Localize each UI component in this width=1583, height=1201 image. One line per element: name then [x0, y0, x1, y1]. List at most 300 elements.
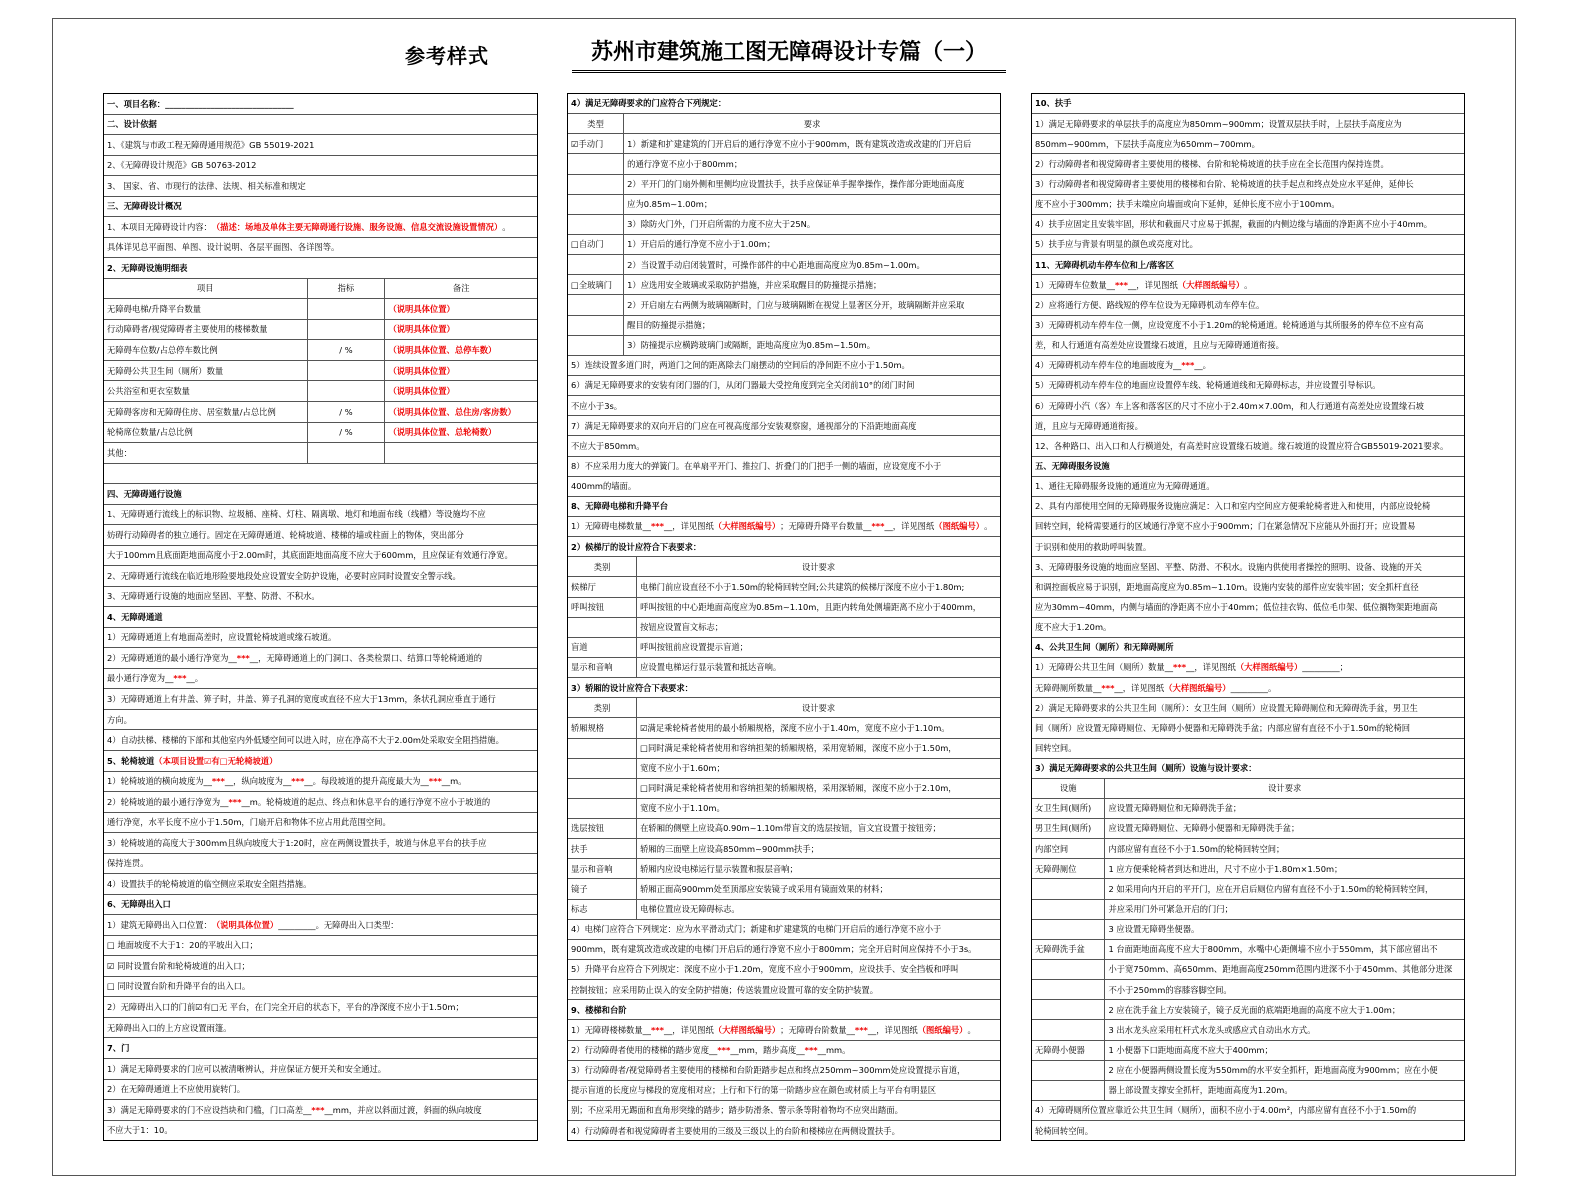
- table-cell: [385, 279, 537, 299]
- table-cell: [1105, 1020, 1464, 1039]
- text-segment: 11、无障碍机动车停车位和上/落客区: [1035, 259, 1175, 270]
- table-cell: [1032, 779, 1105, 798]
- table-cell: [568, 759, 637, 778]
- text-line: [104, 1018, 537, 1039]
- table-cell: [624, 275, 1000, 294]
- text-segment: 度不应小于300mm；扶手末端应向墙面或向下延伸，延伸长度不应小于100mm。: [1035, 199, 1340, 210]
- text-segment: 900mm，既有建筑改造或改建的电梯门开启后的通行净宽不应小于800mm；完全开启时间应保持不小于3s。: [571, 944, 977, 955]
- text-segment: 宽度不应小于1.10m。: [640, 803, 725, 814]
- text-segment: 1、无障碍通行流线上的标识物、垃圾桶、座椅、灯柱、隔离墩、地灯和地面布线（线槽）等设施均不应: [107, 509, 486, 520]
- table-row: [568, 275, 1000, 295]
- text-segment: __，详见图纸: [884, 521, 935, 532]
- table-cell: [385, 320, 537, 340]
- text-segment: 5）连续设置多道门时，两道门之间的距离除去门扇摆动的空间后的净间距不应小于1.50m。: [571, 360, 910, 371]
- text-segment: 小于宽750mm、高650mm、距地面高度250mm范围内进深不小于450mm、其他部分进深: [1108, 964, 1453, 975]
- text-line: [1032, 275, 1464, 295]
- text-line: [568, 960, 1000, 980]
- text-line: [1032, 376, 1464, 396]
- table-cell: [385, 402, 537, 422]
- column-2-panel: [567, 93, 1001, 1141]
- table-row: [568, 557, 1000, 577]
- text-line: [104, 587, 537, 608]
- text-segment: 类型: [587, 118, 604, 129]
- text-segment: 3）无障碍通道上有井盖、箅子时，井盖、箅子孔洞的宽度或直径不应大于13mm，条状孔洞应垂直于通行: [107, 694, 496, 705]
- section-heading: [568, 537, 1000, 557]
- fill-in-placeholder: （说明具体位置）: [388, 303, 455, 314]
- table-cell: [1032, 859, 1105, 878]
- table-cell: [568, 275, 624, 294]
- text-line: [104, 648, 537, 669]
- text-line: [104, 1059, 537, 1080]
- text-segment: 4、公共卫生间（厕所）和无障碍厕所: [1035, 642, 1174, 653]
- text-line: [568, 436, 1000, 456]
- text-line: [104, 566, 537, 587]
- text-line: [568, 1121, 1000, 1140]
- text-line: [1032, 1121, 1464, 1140]
- text-segment: / %: [339, 406, 353, 417]
- text-segment: __。: [186, 673, 204, 684]
- table-cell: [104, 279, 308, 299]
- text-segment: 2 应在小便器两侧设置长度为550mm的水平安全抓杆，距地面高度为900mm；应在小便: [1108, 1065, 1438, 1076]
- text-line: [104, 156, 537, 177]
- text-line: [104, 546, 537, 567]
- text-segment: 1）开启后的通行净宽不应小于1.00m；: [627, 239, 776, 250]
- text-segment: 400mm的墙面。: [571, 481, 637, 492]
- table-row: [568, 799, 1000, 819]
- table-cell: [308, 361, 386, 381]
- text-line: [1032, 175, 1464, 195]
- text-segment: 6）满足无障碍要求的安装有闭门器的门，从闭门器最大受控角度到完全关闭前10°的闭门时间: [571, 380, 915, 391]
- table-row: [104, 340, 537, 361]
- text-segment: 类别: [593, 702, 611, 713]
- text-line: [1032, 477, 1464, 497]
- text-segment: 2、《无障碍设计规范》GB 50763-2012: [107, 160, 257, 171]
- text-segment: 设施: [1059, 783, 1077, 794]
- text-segment: 3 应设置无障碍坐便器。: [1108, 924, 1200, 935]
- table-cell: [104, 361, 308, 381]
- text-segment: ；无障碍升降平台数量__: [780, 521, 872, 532]
- text-line: [1032, 215, 1464, 235]
- table-cell: [637, 658, 1000, 677]
- text-segment: 2）无障碍出入口的门前☑有□无 平台，在门完全开启的状态下，平台的净深度不应小于1.50m；: [107, 1001, 464, 1012]
- fill-in-placeholder: ***: [650, 521, 664, 532]
- text-line: [1032, 678, 1464, 698]
- table-cell: [1105, 900, 1464, 919]
- text-segment: ☑手动门: [571, 138, 604, 149]
- text-line: [1032, 134, 1464, 154]
- text-segment: 4）无障碍厕所位置应靠近公共卫生间（厕所），面积不应小于4.00m²，内部应留有直径不小于1.50m的: [1035, 1105, 1417, 1116]
- column-1-panel: [103, 93, 538, 1141]
- text-segment: 。: [1244, 279, 1253, 290]
- text-segment: 二、设计依据: [107, 119, 157, 130]
- table-row: [1032, 879, 1464, 899]
- text-line: [1032, 356, 1464, 376]
- section-heading: [104, 751, 537, 772]
- text-segment: 2）满足无障碍要求的公共卫生间（厕所）：女卫生间（厕所）应设置无障碍厕位和无障碍洗手盆，男卫生: [1035, 702, 1418, 713]
- fill-in-placeholder: （说明具体位置、总停车数）: [388, 344, 497, 355]
- table-cell: [637, 839, 1000, 858]
- table-row: [568, 154, 1000, 174]
- text-segment: 备注: [452, 283, 470, 294]
- text-line: [1032, 1101, 1464, 1121]
- table-cell: [568, 316, 624, 335]
- table-row: [568, 134, 1000, 154]
- text-segment: 2、无障碍设施明细表: [107, 262, 188, 273]
- text-line: [104, 710, 537, 731]
- text-segment: 其他：: [107, 447, 132, 458]
- text-line: [1032, 618, 1464, 638]
- table-cell: [1105, 1000, 1464, 1019]
- table-cell: [1032, 839, 1105, 858]
- text-segment: 按钮应设置盲文标志；: [640, 622, 724, 633]
- table-cell: [568, 739, 637, 758]
- text-segment: 3）防撞提示应横跨玻璃门或隔断，距地高度应为0.85m~1.50m。: [627, 340, 876, 351]
- section-heading: [104, 197, 537, 218]
- table-cell: [1105, 879, 1464, 898]
- text-segment: _________。: [1230, 682, 1277, 693]
- text-segment: 方向。: [107, 714, 132, 725]
- table-cell: [104, 443, 308, 463]
- text-segment: 具体详见总平面图、单图、设计说明、各层平面图、各详图等。: [107, 242, 340, 253]
- text-line: [104, 135, 537, 156]
- table-row: [568, 255, 1000, 275]
- text-segment: 1）应选用安全玻璃或采取防护措施，并应采取醒目的防撞提示措施；: [627, 279, 882, 290]
- table-row: [104, 299, 537, 320]
- text-segment: 器上部设置支撑安全抓杆，距地面高度为1.20m。: [1108, 1085, 1293, 1096]
- text-segment: 2）开启扇左右两侧为玻璃隔断时，门应与玻璃隔断在视觉上显著区分开，玻璃隔断并应采取: [627, 299, 965, 310]
- text-line: [104, 505, 537, 526]
- text-segment: 应为0.85m~1.00m；: [627, 199, 713, 210]
- text-segment: 3）除防火门外，门开启所需的力度不应大于25N。: [627, 219, 816, 230]
- text-segment: __mm，踏步高度__: [730, 1045, 805, 1056]
- text-segment: 8）不应采用力度大的弹簧门。在单扇平开门、推拉门、折叠门的门把手一侧的墙面，应设宽度不小于: [571, 460, 942, 471]
- text-segment: 9、楼梯和台阶: [571, 1004, 627, 1015]
- table-cell: [568, 900, 637, 919]
- text-line: [1032, 557, 1464, 577]
- table-cell: [568, 618, 637, 637]
- table-cell: [1032, 1020, 1105, 1039]
- table-row: [568, 839, 1000, 859]
- table-cell: [568, 255, 624, 274]
- fill-in-placeholder: （说明具体位置）: [388, 386, 455, 397]
- text-segment: □同时满足乘轮椅者使用和容纳担架的轿厢规格，采用宽轿厢，深度不应小于1.50m，: [640, 742, 957, 753]
- text-segment: 无障碍车位数/占总停车数比例: [107, 344, 218, 355]
- table-cell: [1032, 940, 1105, 959]
- text-segment: 4）自动扶梯、楼梯的下部和其他室内外低矮空间可以进入时，应在净高不大于2.00m处采取安全阻挡措施。: [107, 735, 504, 746]
- section-heading: [1032, 94, 1464, 114]
- table-cell: [568, 598, 637, 617]
- text-segment: __mm。: [817, 1045, 851, 1056]
- table-row: [568, 618, 1000, 638]
- text-segment: 三、无障碍设计概况: [107, 201, 182, 212]
- text-segment: 无障碍洗手盆: [1035, 944, 1085, 955]
- text-segment: 6）无障碍小汽（客）车上客和落客区的尺寸不应小于2.40m×7.00m，和人行通道有高差处应设置缘石坡: [1035, 400, 1424, 411]
- text-segment: 无障碍客房和无障碍住房、居室数量/占总比例: [107, 406, 276, 417]
- fill-in-placeholder: （大样图纸编号）: [1164, 682, 1231, 693]
- table-row: [1032, 859, 1464, 879]
- text-segment: 应设置无障碍厕位、无障碍小便器和无障碍洗手盆；: [1108, 823, 1300, 834]
- table-cell: [104, 402, 308, 422]
- table-row: [568, 819, 1000, 839]
- fill-in-placeholder: （大样图纸编号）: [713, 521, 781, 532]
- text-segment: 无障碍出入口的上方应设置雨篷。: [107, 1022, 232, 1033]
- table-cell: [637, 557, 1000, 576]
- text-line: [568, 517, 1000, 537]
- text-segment: 轿厢规格: [571, 722, 605, 733]
- table-row: [104, 320, 537, 341]
- text-line: [568, 1081, 1000, 1101]
- table-cell: [1105, 799, 1464, 818]
- text-line: [104, 689, 537, 710]
- text-line: [1032, 295, 1464, 315]
- table-cell: [1032, 879, 1105, 898]
- table-row: [1032, 819, 1464, 839]
- table-cell: [568, 839, 637, 858]
- table-row: [568, 779, 1000, 799]
- text-line: [104, 997, 537, 1018]
- table-row: [568, 879, 1000, 899]
- text-segment: 控制按钮；应采用防止误入的安全防护措施；传送装置应设置可靠的安全防护装置。: [571, 984, 878, 995]
- text-segment: 无障碍小便器: [1035, 1045, 1085, 1056]
- text-segment: 无障碍厕位: [1035, 863, 1077, 874]
- text-line: [568, 980, 1000, 1000]
- text-segment: 1）满足无障碍要求的单层扶手的高度应为850mm~900mm；设置双层扶手时，上层扶手高度应为: [1035, 118, 1402, 129]
- text-segment: 宽度不应小于1.60m；: [640, 763, 725, 774]
- text-segment: 3）无障碍机动车停车位一侧，应设宽度不小于1.20m的轮椅通道。轮椅通道与其所服务的停车位不应有高: [1035, 319, 1424, 330]
- table-row: [568, 739, 1000, 759]
- text-line: [104, 176, 537, 197]
- text-segment: 指标: [337, 283, 355, 294]
- text-line: [1032, 537, 1464, 557]
- text-segment: __，无障碍通道上的门洞口、各类检票口、结算口等轮椅通道的: [249, 652, 483, 663]
- table-cell: [568, 859, 637, 878]
- text-line: [1032, 718, 1464, 738]
- text-segment: 无障碍电梯/升降平台数量: [107, 303, 202, 314]
- fill-in-placeholder: ***: [804, 1045, 818, 1056]
- text-line: [1032, 497, 1464, 517]
- table-cell: [1032, 1061, 1105, 1080]
- text-segment: 妨碍行动障碍者的独立通行。固定在无障碍通道、轮椅坡道、楼梯的墙或柱面上的物体，突出部分: [107, 529, 464, 540]
- text-segment: 3、无障碍服务设施的地面应坚固、平整、防滑、不积水。设施内供使用者操控的照明、设备、设施的开关: [1035, 561, 1422, 572]
- table-cell: [637, 799, 1000, 818]
- text-line: [1032, 235, 1464, 255]
- table-cell: [1032, 1041, 1105, 1060]
- text-segment: __。每段坡道的提升高度最大为__: [304, 776, 429, 787]
- text-segment: 无障碍厕所数量__: [1035, 682, 1102, 693]
- table-cell: [568, 235, 624, 254]
- text-segment: / %: [339, 427, 353, 438]
- table-cell: [637, 859, 1000, 878]
- table-cell: [385, 443, 537, 463]
- text-segment: __m。: [441, 776, 467, 787]
- fill-in-placeholder: ***: [311, 1104, 325, 1115]
- text-segment: 大于100mm且底面距地面高度小于2.00m时，其底面距地面高度不应大于600mm，且应保证有效通行净宽。: [107, 550, 513, 561]
- table-cell: [568, 336, 624, 355]
- text-segment: 3）行动障碍者/视觉障碍者主要使用的楼梯和台阶距踏步起点和终点250mm~300mm处应设置提示盲道，: [571, 1065, 966, 1076]
- text-segment: □同时满足乘轮椅者使用和容纳担架的轿厢规格，采用深轿厢，深度不应小于2.10m，: [640, 783, 957, 794]
- text-segment: 5）升降平台应符合下列规定：深度不应小于1.20m，宽度不应小于900mm，应设扶手、安全挡板和呼叫: [571, 964, 959, 975]
- table-row: [568, 577, 1000, 597]
- text-line: [568, 376, 1000, 396]
- text-segment: __。: [1194, 360, 1211, 371]
- fill-in-placeholder: ***: [650, 1024, 664, 1035]
- section-heading: [104, 94, 537, 115]
- table-row: [568, 195, 1000, 215]
- text-line: [104, 792, 537, 813]
- table-cell: [568, 114, 624, 133]
- text-line: [1032, 577, 1464, 597]
- text-line: [104, 813, 537, 834]
- text-segment: 轿厢正面高900mm处至顶部应安装镜子或采用有镜面效果的材料；: [640, 883, 888, 894]
- table-cell: [624, 255, 1000, 274]
- table-cell: [624, 114, 1000, 133]
- text-segment: 3 出水龙头应采用杠杆式水龙头或感应式自动出水方式。: [1108, 1024, 1316, 1035]
- text-line: [568, 416, 1000, 436]
- table-cell: [1032, 900, 1105, 919]
- table-cell: [1105, 920, 1464, 939]
- text-segment: 镜子: [571, 883, 588, 894]
- table-cell: [568, 295, 624, 314]
- text-segment: 显示和音响: [571, 863, 613, 874]
- text-segment: 2）候梯厅的设计应符合下表要求：: [571, 541, 702, 552]
- table-cell: [385, 340, 537, 360]
- table-cell: [568, 195, 624, 214]
- text-segment: 通行净宽，水平长度不应小于1.50m，门扇开启和物体不应占用此范围空间。: [107, 817, 391, 828]
- text-segment: 一、项目名称：_______________________________: [107, 98, 294, 109]
- text-segment: □ 同时设置台阶和升降平台的出入口。: [107, 981, 251, 992]
- section-heading: [1032, 457, 1464, 477]
- table-row: [568, 336, 1000, 356]
- table-cell: [568, 638, 637, 657]
- text-segment: 不应大于1：10。: [107, 1125, 173, 1136]
- text-segment: 5）无障碍机动车停车位的地面应设置停车线、轮椅通道线和无障碍标志，并应设置引导标识。: [1035, 380, 1381, 391]
- text-line: [568, 396, 1000, 416]
- table-cell: [1032, 920, 1105, 939]
- text-segment: 应设置无障碍厕位和无障碍洗手盆；: [1108, 803, 1242, 814]
- text-line: [1032, 416, 1464, 436]
- section-heading: [1032, 759, 1464, 779]
- fill-in-placeholder: ***: [173, 673, 187, 684]
- table-row: [104, 443, 537, 464]
- text-segment: 女卫生间(厕所): [1035, 803, 1092, 814]
- text-segment: 1）新建和扩建建筑的门开启后的通行净宽不应小于900mm，既有建筑改造或改建的门开启后: [627, 138, 972, 149]
- text-segment: __，详见图纸: [1186, 662, 1236, 673]
- text-segment: 回转空间，轮椅需要通行的区域通行净宽不应小于900mm；门在紧急情况下应能从外面打开；应设置易: [1035, 521, 1416, 532]
- fill-in-placeholder: ***: [236, 652, 250, 663]
- text-segment: 扶手: [571, 843, 588, 854]
- text-line: [1032, 154, 1464, 174]
- table-row: [1032, 920, 1464, 940]
- text-line: [1032, 658, 1464, 678]
- text-line: [104, 833, 537, 854]
- table-cell: [637, 779, 1000, 798]
- table-cell: [624, 215, 1000, 234]
- text-segment: 1、《建筑与市政工程无障碍通用规范》GB 55019-2021: [107, 139, 315, 150]
- text-segment: 应设置电梯运行显示装置和抵达音响。: [640, 662, 782, 673]
- table-cell: [1105, 859, 1464, 878]
- text-segment: 5）扶手应与背景有明显的颜色或亮度对比。: [1035, 239, 1198, 250]
- fill-in-placeholder: ***: [428, 776, 442, 787]
- table-cell: [1105, 960, 1464, 979]
- text-line: [1032, 698, 1464, 718]
- text-segment: 1）无障碍楼梯数量__: [571, 1024, 651, 1035]
- text-segment: 3、 国家、省、市现行的法律、法规、相关标准和规定: [107, 180, 306, 191]
- text-segment: 12、各种路口、出入口和人行横道处，有高差时应设置缘石坡道。缘石坡道的设置应符合GB55019-2021要求。: [1035, 440, 1449, 451]
- text-segment: __m。轮椅坡道的起点、终点和休息平台的通行净宽不应小于坡道的: [241, 796, 491, 807]
- table-row: [568, 718, 1000, 738]
- fill-in-placeholder: （描述：场地及单体主要无障碍通行设施、服务设施、信息交流设施设置情况）: [211, 221, 503, 232]
- text-segment: 设计要求: [801, 702, 836, 713]
- table-cell: [308, 320, 386, 340]
- text-segment: __mm，并应以斜面过渡，斜面的纵向坡度: [324, 1104, 482, 1115]
- text-segment: 醒目的防撞提示措施；: [627, 319, 711, 330]
- table-row: [1032, 1000, 1464, 1020]
- text-line: [104, 1080, 537, 1101]
- table-row: [1032, 960, 1464, 980]
- table-cell: [624, 235, 1000, 254]
- fill-in-placeholder: （说明具体位置）: [388, 324, 455, 335]
- text-segment: 5、轮椅坡道: [107, 755, 155, 766]
- text-line: [104, 464, 537, 485]
- text-segment: 内部应留有直径不小于1.50m的轮椅回转空间；: [1108, 843, 1285, 854]
- text-segment: 4）行动障碍者和视觉障碍者主要使用的三级及三级以上的台阶和楼梯应在两侧设置扶手。: [571, 1125, 900, 1136]
- table-cell: [1032, 799, 1105, 818]
- table-cell: [308, 279, 386, 299]
- text-segment: 2 如采用向内开启的平开门，应在开启后厕位内留有直径不小于1.50m的轮椅回转空间，: [1108, 883, 1434, 894]
- text-segment: _________；: [1302, 662, 1348, 673]
- table-cell: [1032, 819, 1105, 838]
- text-segment: 10、扶手: [1035, 98, 1072, 109]
- table-cell: [624, 195, 1000, 214]
- table-cell: [308, 381, 386, 401]
- page-title: 苏州市建筑施工图无障碍设计专篇（一）: [572, 35, 1006, 73]
- fill-in-placeholder: ***: [211, 776, 225, 787]
- text-segment: 3）满足无障碍要求的公共卫生间（厕所）设施与设计要求：: [1035, 763, 1257, 774]
- text-segment: 7）满足无障碍要求的双向开启的门应在可视高度部分安装观察窗，通视部分的下沿距地面高度: [571, 420, 917, 431]
- text-line: [104, 217, 537, 238]
- reference-style-label: 参考样式: [405, 44, 489, 68]
- text-segment: 1）轮椅坡道的横向坡度为__: [107, 776, 212, 787]
- table-row: [568, 658, 1000, 678]
- table-cell: [1105, 1081, 1464, 1100]
- text-segment: 不小于250mm的容膝容脚空间。: [1108, 984, 1232, 995]
- table-cell: [385, 299, 537, 319]
- text-segment: 1）无障碍电梯数量__: [571, 521, 651, 532]
- text-segment: □全玻璃门: [571, 279, 613, 290]
- text-segment: 差，和人行通道有高差处应设置缘石坡道，且应与无障碍通道衔接。: [1035, 340, 1284, 351]
- section-heading: [568, 94, 1000, 114]
- text-segment: 2、无障碍通行流线在临近地形险要地段处应设置安全防护设施，必要时应同时设置安全警示线。: [107, 570, 461, 581]
- table-cell: [104, 423, 308, 443]
- table-row: [1032, 1041, 1464, 1061]
- table-cell: [637, 598, 1000, 617]
- text-line: [1032, 114, 1464, 134]
- fill-in-placeholder: （说明具体位置）: [388, 365, 455, 376]
- fill-in-placeholder: （大样图纸编号）: [713, 1024, 781, 1035]
- text-segment: 4）扶手应固定且安装牢固，形状和截面尺寸应易于抓握，截面的内侧边缘与墙面的净距离不应小于40mm。: [1035, 219, 1433, 230]
- table-cell: [104, 320, 308, 340]
- table-row: [1032, 1020, 1464, 1040]
- table-cell: [568, 819, 637, 838]
- table-cell: [104, 299, 308, 319]
- text-line: [568, 1020, 1000, 1040]
- table-cell: [624, 295, 1000, 314]
- section-heading: [104, 895, 537, 916]
- text-segment: 2）应将通行方便、路线短的停车位设为无障碍机动车停车位。: [1035, 299, 1265, 310]
- text-segment: 1）建筑无障碍出入口位置：: [107, 919, 212, 930]
- text-segment: 类别: [593, 561, 611, 572]
- fill-in-placeholder: ***: [291, 776, 305, 787]
